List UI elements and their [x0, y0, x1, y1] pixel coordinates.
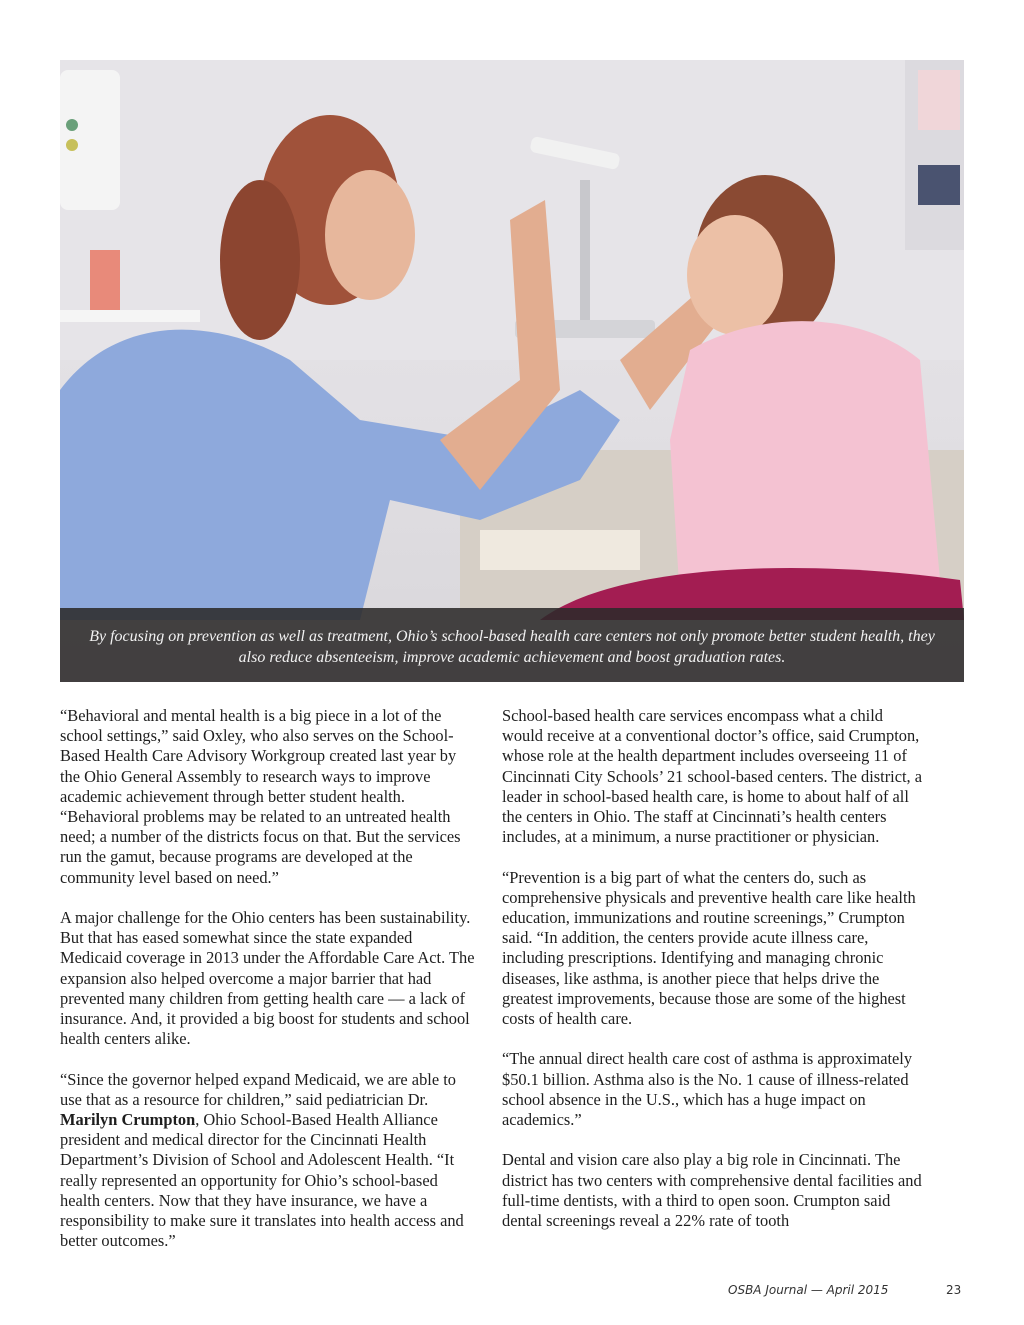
paragraph-text: , Ohio School-Based Health Alliance president and medical director for the Cincinnati Health Department’s Division of School and Adolescent Health. “It really represented an opportunity for Ohio’s school-based health centers. Now that they have insurance, we have a responsibility to make sure it translates into health access and better outcomes.”: [60, 1110, 464, 1251]
article-column-left: [60, 706, 478, 1272]
page-footer: [0, 1283, 1024, 1301]
photo-illustration: [60, 60, 964, 682]
article-paragraph: “The annual direct health care cost of asthma is approximately $50.1 billion. Asthma also is the No. 1 cause of illness-related school absence in the U.S., which has a huge impact on academics.”: [502, 1049, 913, 1130]
article-paragraph: [60, 1070, 478, 1252]
paragraph-text: “Since the governor helped expand Medicaid, we are able to use that as a resource for children,” said pediatrician Dr.: [60, 1069, 456, 1109]
page-number: 23: [946, 1283, 962, 1297]
article-paragraph: Dental and vision care also play a big role in Cincinnati. The district has two centers with comprehensive dental facilities and full-time dentists, with a third to open soon. Crumpton said dental screenings reveal a 22% rate of tooth: [502, 1150, 922, 1231]
article-photo: [60, 60, 964, 682]
article-paragraph: “Behavioral and mental health is a big piece in a lot of the school settings,” said Oxley, who also serves on the School-Based Health Care Advisory Workgroup created last year by the Ohio General Assembly to research ways to improve academic achievement through better student health. “Behavioral problems may be related to an untreated health need; a number of the districts focus on that. But the services run the gamut, because programs are developed at the community level based on need.”: [60, 706, 461, 887]
photo-caption: By focusing on prevention as well as treatment, Ohio’s school-based health care centers not only promote better student health, they also reduce absenteeism, improve academic achievement and boost graduation rates.: [60, 608, 964, 682]
journal-title: OSBA Journal — April 2015: [728, 1283, 889, 1297]
article-paragraph: A major challenge for the Ohio centers has been sustainability. But that has eased somewhat since the state expanded Medicaid coverage in 2013 under the Affordable Care Act. The expansion also helped overcome a major barrier that had prevented many children from getting health care — a lack of insurance. And, it provided a big boost for students and school health centers alike.: [60, 908, 475, 1049]
person-name: Marilyn Crumpton: [60, 1110, 196, 1130]
article-paragraph: “Prevention is a big part of what the centers do, such as comprehensive physicals and preventive health care like health education, immunizations and routine screenings,” Crumpton said. “In addition, the centers provide acute illness care, including prescriptions. Identifying and managing chronic diseases, like asthma, is another piece that helps drive the greatest improvements, because those are some of the highest costs of health care.: [502, 867, 916, 1029]
article-paragraph: School-based health care services encompass what a child would receive at a conventional doctor’s office, said Crumpton, whose role at the health department includes overseeing 11 of Cincinnati City Schools’ 21 school-based centers. The district, a leader in school-based health care, is home to about half of all the centers in Ohio. The staff at Cincinnati’s health centers includes, at a minimum, a nurse practitioner or physician.: [502, 706, 923, 847]
article-column-right: [502, 706, 926, 1251]
